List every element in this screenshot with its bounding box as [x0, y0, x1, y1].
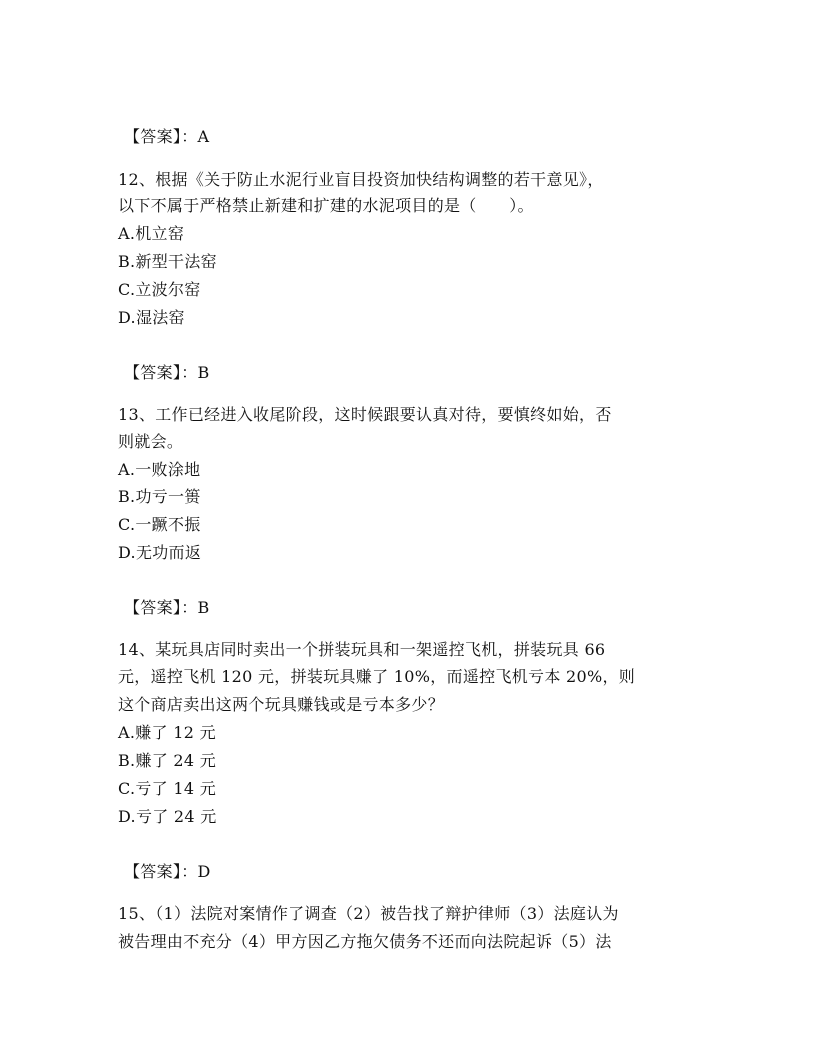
question-14-stem-line-3: 这个商店卖出这两个玩具赚钱或是亏本多少？ — [118, 695, 445, 714]
question-14-stem-line-2: 元，遥控飞机 120 元，拼装玩具赚了 10%，而遥控飞机亏本 20%，则 — [118, 667, 636, 686]
question-13-option-c: C.一蹶不振 — [118, 515, 201, 534]
answer-12: 【答案】：B — [124, 363, 210, 382]
question-13-stem-line-2: 则就会。 — [118, 432, 184, 451]
question-13-stem-line-1: 13、工作已经进入收尾阶段，这时候跟要认真对待，要慎终如始，否 — [118, 405, 612, 424]
question-14-option-a: A.赚了 12 元 — [118, 723, 216, 742]
question-12-stem-line-1: 12、根据《关于防止水泥行业盲目投资加快结构调整的若干意见》， — [118, 170, 604, 189]
question-12-option-a: A.机立窑 — [118, 224, 185, 243]
question-14-option-c: C.亏了 14 元 — [118, 779, 216, 798]
question-15-stem-line-2: 被告理由不充分（4）甲方因乙方拖欠债务不还而向法院起诉（5）法 — [118, 932, 612, 951]
question-13-option-b: B.功亏一篑 — [118, 487, 201, 506]
question-14-stem-line-1: 14、某玩具店同时卖出一个拼装玩具和一架遥控飞机，拼装玩具 66 — [118, 640, 606, 659]
question-13-option-a: A.一败涂地 — [118, 460, 201, 479]
question-12-option-d: D.湿法窑 — [118, 308, 185, 327]
answer-11: 【答案】：A — [124, 127, 210, 146]
question-15-stem-line-1: 15、（1）法院对案情作了调查（2）被告找了辩护律师（3）法庭认为 — [118, 904, 619, 923]
question-12-stem-line-2: 以下不属于严格禁止新建和扩建的水泥项目的是（ ）。 — [118, 196, 534, 215]
question-13-option-d: D.无功而返 — [118, 543, 202, 562]
answer-13: 【答案】：B — [124, 598, 210, 617]
answer-14: 【答案】：D — [124, 862, 211, 881]
question-14-option-b: B.赚了 24 元 — [118, 751, 217, 770]
question-14-option-d: D.亏了 24 元 — [118, 807, 217, 826]
question-12-option-c: C.立波尔窑 — [118, 280, 201, 299]
question-12-option-b: B.新型干法窑 — [118, 252, 217, 271]
